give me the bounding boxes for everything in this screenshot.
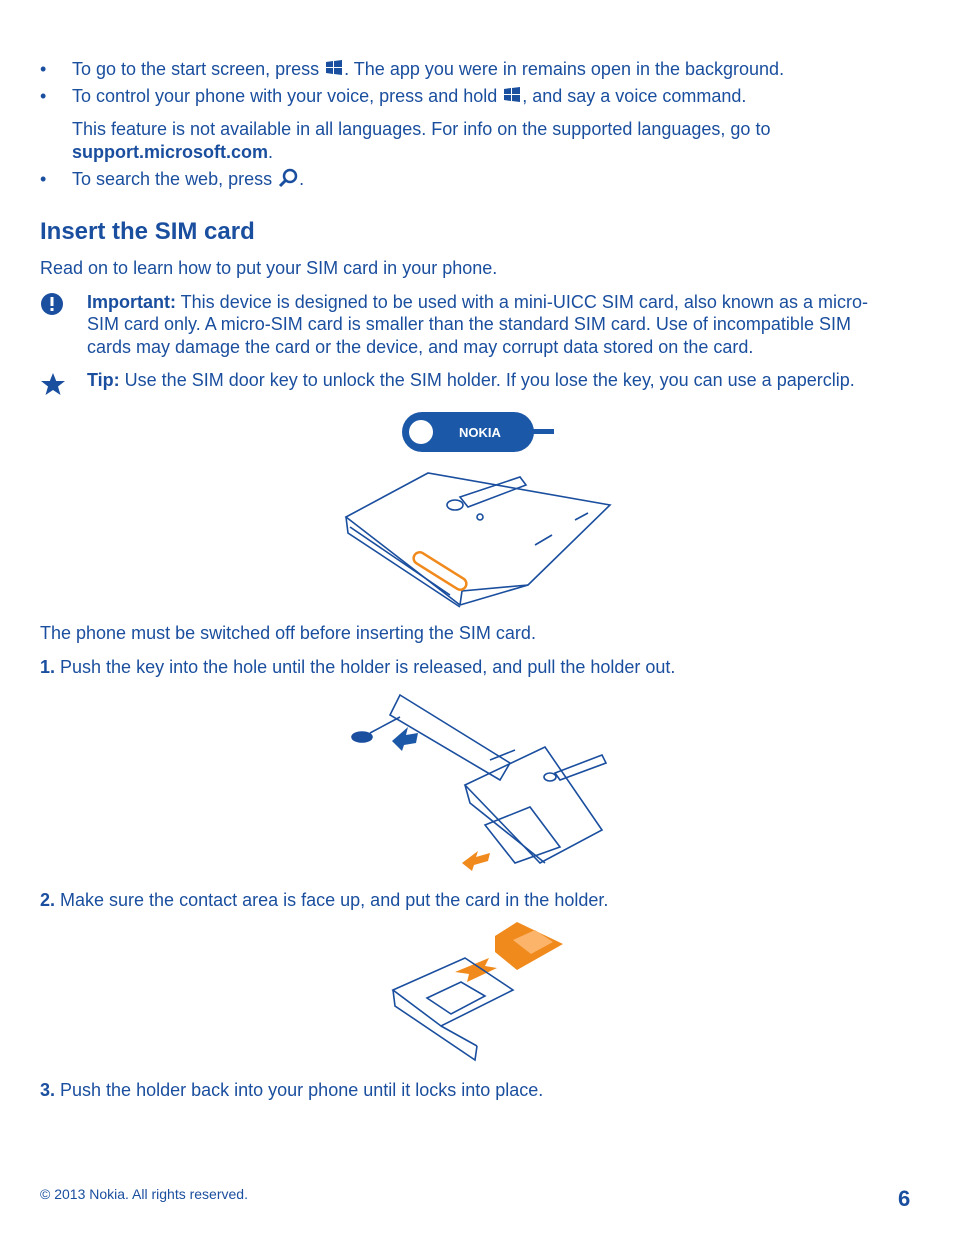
text: To search the web, press xyxy=(72,169,278,189)
step-number: 3. xyxy=(40,1080,56,1100)
bullet-dot: • xyxy=(40,169,47,189)
key-logo: NOKIA xyxy=(459,425,501,440)
text: , and say a voice command. xyxy=(522,86,747,106)
important-icon xyxy=(40,292,64,316)
card-into-holder-illustration xyxy=(385,918,575,1068)
step-number: 2. xyxy=(40,890,56,910)
text: . xyxy=(299,169,305,189)
important-line2: SIM card only. A micro-SIM card is smaller than the standard SIM card. Use of incompatible SIM xyxy=(87,314,851,334)
text: Use the SIM door key to unlock the SIM holder. If you lose the key, you can use a paperclip. xyxy=(119,370,855,390)
text: . xyxy=(268,142,274,162)
eject-holder-illustration xyxy=(340,685,620,875)
star-icon xyxy=(40,372,66,396)
tip-label: Tip: xyxy=(87,370,120,390)
search-icon xyxy=(277,168,299,188)
text: To control your phone with your voice, press and hold xyxy=(72,86,503,106)
sim-key xyxy=(402,412,554,452)
tip-text xyxy=(87,369,855,391)
text: This device is designed to be used with a mini-UICC SIM card, also known as a micro- xyxy=(176,292,868,312)
section-intro: Read on to learn how to put your SIM card in your phone. xyxy=(40,258,498,278)
voice-note-line2 xyxy=(72,141,273,163)
text: Make sure the contact area is face up, and put the card in the holder. xyxy=(55,890,609,910)
bullet-start-screen xyxy=(72,58,784,80)
step-1 xyxy=(40,656,675,678)
support-link[interactable]: support.microsoft.com xyxy=(72,142,269,162)
text: Push the key into the hole until the holder is released, and pull the holder out. xyxy=(55,657,676,677)
step-2 xyxy=(40,889,608,911)
bullet-dot: • xyxy=(40,86,47,106)
voice-note-line1: This feature is not available in all languages. For info on the supported languages, go to xyxy=(72,119,771,139)
copyright: © 2013 Nokia. All rights reserved. xyxy=(40,1186,248,1202)
step-number: 1. xyxy=(40,657,56,677)
important-line1 xyxy=(87,291,868,313)
step-3 xyxy=(40,1079,543,1101)
text: . The app you were in remains open in the background. xyxy=(344,59,785,79)
section-title: Insert the SIM card xyxy=(40,218,255,245)
switched-off-note: The phone must be switched off before inserting the SIM card. xyxy=(40,623,536,643)
page-number: 6 xyxy=(898,1186,911,1211)
windows-key-icon xyxy=(502,85,522,105)
important-line3: cards may damage the card or the device, and may corrupt data stored on the card. xyxy=(87,337,754,357)
important-label: Important: xyxy=(87,292,176,312)
text: Push the holder back into your phone until it locks into place. xyxy=(55,1080,544,1100)
text: To go to the start screen, press xyxy=(72,59,325,79)
bullet-voice-control xyxy=(72,85,746,107)
windows-key-icon xyxy=(324,58,344,78)
bullet-search xyxy=(72,168,304,190)
sim-key-phone-illustration xyxy=(330,405,630,615)
bullet-dot: • xyxy=(40,59,47,79)
